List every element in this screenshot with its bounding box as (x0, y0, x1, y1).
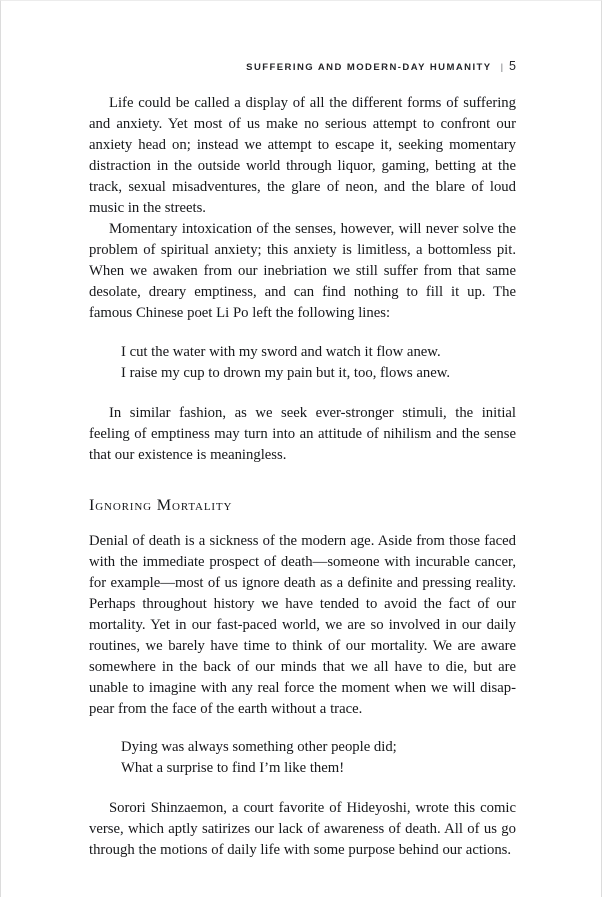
verse-line: I raise my cup to drown my pain but it, too, flows anew. (121, 364, 451, 381)
text-column (89, 93, 516, 861)
running-head (89, 59, 516, 73)
verse-spacer-top-1 (89, 325, 516, 342)
verse-spacer-bottom-2 (89, 779, 516, 798)
paragraph-2: Momentary intoxication of the senses, however, will never solve the problem of spiritual anxiety; this anxiety is limitless, a bottomless pit. When we awaken from our inebriation we still suffer from that same desolate, dreary emptiness, and can find nothing to fill it up. The famous Chinese poet Li Po left the following lines: (89, 221, 516, 322)
section-heading: Ignoring Mortality (89, 495, 233, 514)
verse-spacer-bottom-1 (89, 384, 516, 403)
heading-spacer-top (89, 466, 516, 497)
paragraph-1: Life could be called a display of all the different forms of suffering and anxiety. Yet most of us make no serious attempt to confront our anxiety head on; instead we attempt to escape it, seeking momentary distraction in the outside world through liquor, gaming, betting at the track, sexual misadventures, the glare of neon, and the blare of loud music in the streets. (89, 95, 516, 217)
heading-spacer-bottom (89, 515, 516, 531)
paragraph-3: In similar fashion, as we seek ever-stronger stimuli, the initial feeling of emptiness may turn into an attitude of nihilism and the sense that our existence is meaningless. (89, 404, 516, 463)
paragraph-4: Denial of death is a sickness of the modern age. Aside from those faced with the immediate prospect of death—someone with incurable cancer, for example—most of us ignore death as a definite and pressing reality. Perhaps throughout history we have tended to avoid the fact of our mortality. Yet in our fast-paced world, we are so involved in our daily routines, we barely have time to think of our mortality. We are aware somewhere in the back of our minds that we all have to die, but are unable to imagine with any real force the moment when we will disap-pear from the face of the earth without a trace. (89, 532, 516, 717)
verse-line: What a surprise to find I’m like them! (121, 760, 345, 777)
paragraph-5: Sorori Shinzaemon, a court favorite of Hideyoshi, wrote this comic verse, which aptly satirizes our lack of awareness of death. All of us go through the motions of daily life with some purpose behind our actions. (89, 800, 516, 859)
verse-line: I cut the water with my sword and watch it flow anew. (121, 343, 441, 360)
running-head-separator: | (500, 62, 504, 73)
verse-block-li-po (89, 342, 516, 384)
verse-line: Dying was always something other people did; (121, 738, 397, 755)
verse-block-sorori (89, 737, 516, 779)
page-number: 5 (509, 59, 516, 73)
verse-spacer-top-2 (89, 720, 516, 737)
running-head-title: SUFFERING AND MODERN-DAY HUMANITY (246, 62, 492, 73)
